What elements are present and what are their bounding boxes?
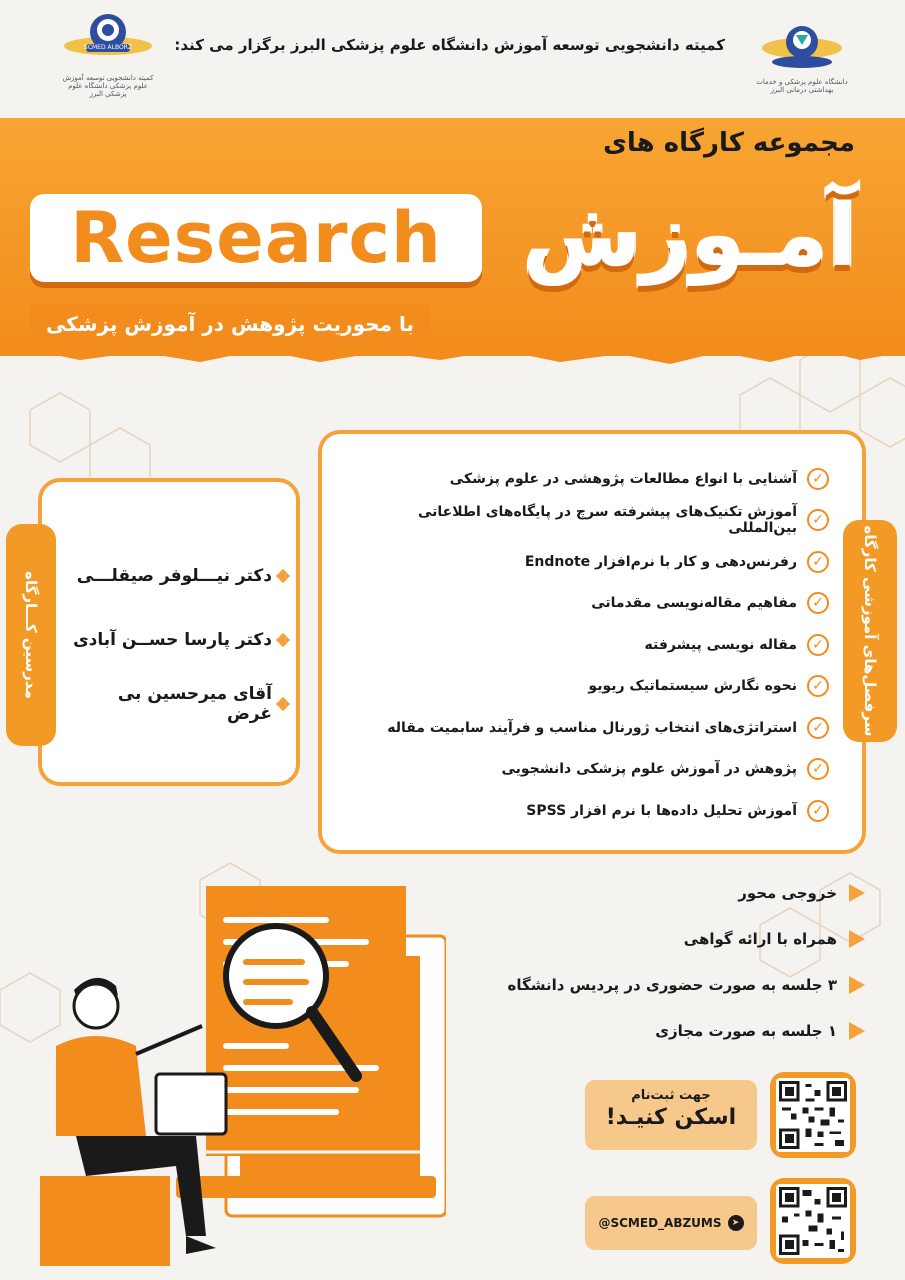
topics-tab-label: سرفصل‌های آموزشی کارگاه [861, 525, 879, 737]
diamond-icon [276, 633, 290, 647]
research-title-box [30, 194, 482, 282]
topic-item [349, 790, 829, 832]
research-illustration [36, 876, 446, 1266]
check-circle-icon: ✓ [807, 800, 829, 822]
qr-code-icon [776, 1078, 850, 1152]
instructor-name: آقای میرحسین بی غرض [117, 684, 272, 724]
torn-paper-edge [0, 340, 905, 370]
series-title: مجموعه کارگاه های [603, 128, 855, 158]
triangle-icon [849, 884, 865, 902]
feature-label: همراه با ارائه گواهی [683, 930, 837, 948]
instructor-name: دکتر نیـــلوفر صیقلـــی [76, 566, 272, 586]
registration-panel [585, 1080, 757, 1150]
instructor-item [70, 672, 288, 736]
topic-label: مفاهیم مقاله‌نویسی مقدماتی [591, 595, 797, 612]
registration-qr-code[interactable] [770, 1072, 856, 1158]
topic-label: آموزش تکنیک‌های پیشرفته سرچ در پایگاه‌های اطلاعاتی بین‌المللی [417, 504, 797, 537]
triangle-icon [849, 930, 865, 948]
feature-list [445, 870, 865, 1054]
committee-logo-caption: کمیته دانشجویی توسعه آموزش علوم پزشکی دانشگاه علوم پزشکی البرز [62, 74, 154, 98]
telegram-handle[interactable] [585, 1196, 757, 1250]
research-title: Research [70, 197, 442, 279]
check-circle-icon: ✓ [807, 675, 829, 697]
check-circle-icon: ✓ [807, 758, 829, 780]
check-circle-icon: ✓ [807, 634, 829, 656]
topic-label: آموزش تحلیل داده‌ها با نرم افزار SPSS [526, 802, 797, 819]
topic-label: آشنایی با انواع مطالعات پژوهشی در علوم پزشکی [449, 470, 797, 487]
diamond-icon [276, 697, 290, 711]
feature-item [445, 1008, 865, 1054]
committee-badge: SCMED ALBORZ [84, 44, 132, 51]
topic-label: پژوهش در آموزش علوم پزشکی دانشجویی [501, 761, 797, 778]
instructor-item [70, 544, 288, 608]
topic-item [349, 749, 829, 791]
feature-item [445, 916, 865, 962]
telegram-handle-text: @SCMED_ABZUMS [598, 1216, 722, 1230]
check-circle-icon: ✓ [807, 551, 829, 573]
topic-item [349, 500, 829, 542]
topic-item [349, 583, 829, 625]
topic-label: استراتژی‌های انتخاب ژورنال مناسب و فرآیند سابمیت مقاله [387, 719, 797, 736]
topic-item [349, 666, 829, 708]
check-circle-icon: ✓ [807, 592, 829, 614]
instructor-name: دکتر پارسا حســن آبادی [73, 630, 272, 650]
instructor-list [70, 544, 288, 736]
topic-label: مقاله نویسی پیشرفته [644, 636, 797, 653]
registration-label: جهت ثبت‌نام [631, 1088, 711, 1103]
committee-logo [58, 8, 158, 108]
feature-label: ۳ جلسه به صورت حضوری در پردیس دانشگاه [507, 976, 837, 994]
education-title: آمـوزش [522, 186, 857, 286]
instructor-item [70, 608, 288, 672]
instructors-tab-label: مدرسین کـــارگاه [22, 571, 40, 699]
feature-label: خروجی محور [738, 884, 837, 902]
triangle-icon [849, 1022, 865, 1040]
check-circle-icon: ✓ [807, 717, 829, 739]
topics-tab [843, 520, 897, 742]
telegram-icon: ➤ [728, 1215, 744, 1231]
topic-item [349, 624, 829, 666]
telegram-qr-code[interactable] [770, 1178, 856, 1264]
topic-label: نحوه نگارش سیستماتیک ریویو [588, 678, 797, 695]
topic-item [349, 458, 829, 500]
triangle-icon [849, 976, 865, 994]
university-logo [752, 18, 852, 94]
university-logo-caption: دانشگاه علوم پزشکی و خدمات بهداشتی درمانی البرز [756, 78, 848, 94]
check-circle-icon: ✓ [807, 509, 829, 531]
feature-label: ۱ جلسه به صورت مجازی [655, 1022, 837, 1040]
feature-item [445, 870, 865, 916]
topic-list [349, 458, 829, 832]
diamond-icon [276, 569, 290, 583]
organizer-text: کمیته دانشجویی توسعه آموزش دانشگاه علوم پزشکی البرز برگزار می کند: [174, 36, 725, 54]
topic-item [349, 541, 829, 583]
qr-code-icon [776, 1184, 850, 1258]
feature-item [445, 962, 865, 1008]
university-emblem-icon [752, 18, 852, 74]
instructors-tab [6, 524, 56, 746]
subtitle: با محوریت پژوهش در آموزش پزشکی [30, 304, 430, 344]
topic-label: رفرنس‌دهی و کار با نرم‌افزار Endnote [524, 553, 797, 570]
committee-emblem-icon [58, 8, 158, 70]
topic-item [349, 707, 829, 749]
check-circle-icon: ✓ [807, 468, 829, 490]
scan-call-to-action: اسکن کنیـد! [605, 1105, 737, 1130]
